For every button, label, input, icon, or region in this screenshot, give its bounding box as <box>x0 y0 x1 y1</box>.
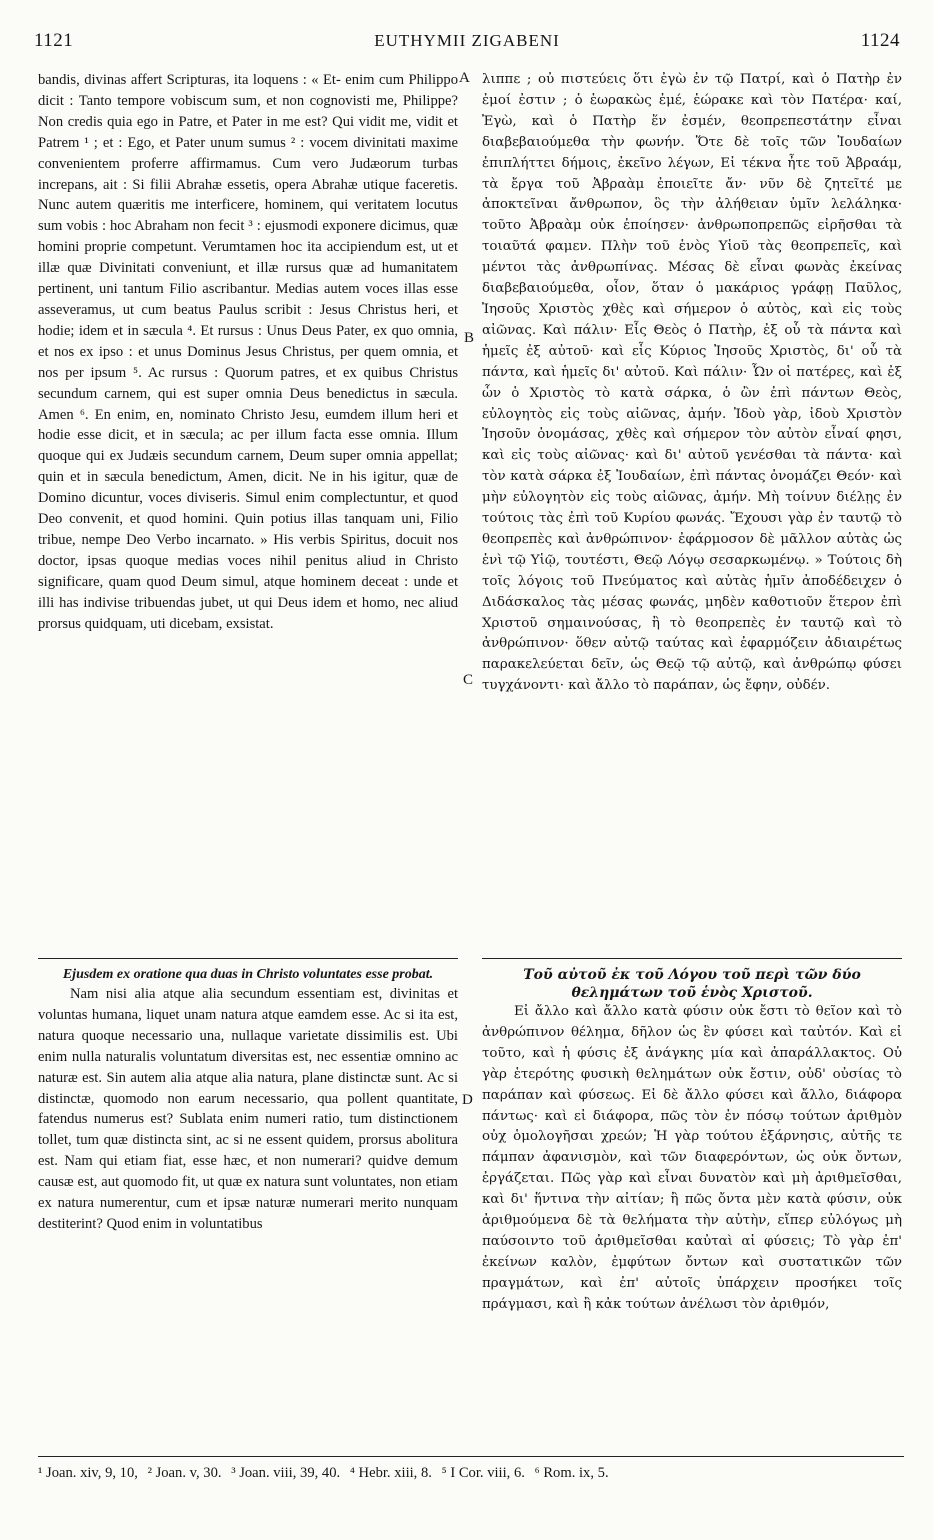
latin-column-bottom <box>38 966 458 1235</box>
margin-letter-b: B <box>464 330 475 346</box>
greek-column-bottom <box>482 966 902 1316</box>
footnote-4: ⁴ Hebr. xiii, 8. <box>349 1465 432 1481</box>
page-header <box>34 30 900 58</box>
footnote-1: ¹ Joan. xiv, 9, 10, <box>38 1465 138 1481</box>
running-title: EUTHYMII ZIGABENI <box>374 31 560 50</box>
greek-paragraph-bottom: Εἰ ἄλλο καὶ ἄλλο κατὰ φύσιν οὐκ ἔστι τὸ θεῖον καὶ τὸ ἀνθρώπινον θέλημα, δῆλον ὡς ἓν φύσει καὶ ταὐτόν. Καὶ εἰ τοῦτο, καὶ ἡ φύσις ἐξ ἀνάγκης μία καὶ ἀπαράλλακτος. Οὐ γὰρ ἑτερότης φυσικὴ θελημάτων οὐκ ἔστιν, οὐδ' οὐσίας τὸ παράπαν καὶ φύσεως. Εἰ δὲ ἄλλο φύσει καὶ ἄλλο, διάφορα πάντως· καὶ εἰ διάφορα, πῶς τὸν ἐν πόσῳ τούτων ἀριθμὸν οὐχ ὁμολογῆσαι χρεών; Ἡ γὰρ τούτου ἐξάρνησις, αὐτῆς τε πάμπαν ἀφανισμὸν, καὶ τῶν διαφερόντων, ὡς οὐκ ὄντων, ἐργάζεται. Πῶς γὰρ καὶ εἶναι δυνατὸν καὶ μὴ ἀριθμεῖσθαι, καὶ δι' ἥντινα τὴν αἰτίαν; ἢ πῶς ὄντα μὲν κατὰ φύσιν, οὐκ ἀριθμούμενα δὲ τὰ θελήματα τὴν αὐτὴν, εἴπερ εὐλόγως μὴ παύσοιντο τοῦ ἀριθμεῖσθαι καὐταὶ αἱ φύσεις; Τὸ γὰρ ἐπ' ἐκείνων καλὸν, ἐμφύτων ὄντων καὶ συστατικῶν τῶν πραγμάτων, καὶ ἐπ' αὐτοῖς ὑπάρχειν προσήκει τοῖς πράγμασι, καὶ ἢ κἀκ τούτων ἀνέλωσι τὸν ἀριθμόν, <box>482 1004 902 1312</box>
latin-section-heading: Ejusdem ex oratione qua duas in Christo voluntates esse probat. <box>62 967 434 982</box>
left-page-number: 1121 <box>34 30 74 51</box>
greek-paragraph-top: λιππε ; οὐ πιστεύεις ὅτι ἐγὼ ἐν τῷ Πατρί, καὶ ὁ Πατὴρ ἐν ἐμοί ἐστιν ; ὁ ἑωρακὼς ἐμέ, ἑώρακε καὶ τὸν Πατέρα· καί, Ἐγὼ, καὶ ὁ Πατὴρ ἕν ἐσμέν, θεοπρεπεστάτην εἶναι διαβεβαιούμεθα τὴν φωνήν. Ὅτε δὲ τοῖς τῶν Ἰουδαίων ἐπιπλήττει δήμοις, ἐκεῖνο λέγων, Εἰ τέκνα ἦτε τοῦ Ἀβραάμ, τὰ ἔργα τοῦ Ἀβραὰμ ἐποιεῖτε ἄν· νῦν δὲ ζητεῖτέ με ἀποκτεῖναι ἄνθρωπον, ὃς τὴν ἀλήθειαν ὑμῖν λελάληκα· τοῦτο Ἀβραὰμ οὐκ ἐποίησεν· ἀνθρωποπρεπῶς εἰρῆσθαι τὰ τοιαῦτά φαμεν. Πλὴν τοῦ ἑνὸς Υἱοῦ τὰς θεοπρεπεῖς, καὶ μέντοι τὰς ἀνθρωπίνας. Μέσας δὲ εἶναι φωνὰς ἐκείνας διαβεβαιούμεθα, οἷον, ὅταν ὁ μακάριος γράφῃ Παῦλος, Ἰησοῦς Χριστὸς χθὲς καὶ σήμερον ὁ αὐτὸς, καὶ εἰς τοὺς αἰῶνας. Καὶ πάλιν· Εἷς Θεὸς ὁ Πατὴρ, ἐξ οὗ τὰ πάντα καὶ ἡμεῖς ἐξ αὐτοῦ· καὶ εἷς Κύριος Ἰησοῦς Χριστὸς, δι' οὗ τὰ πάντα, καὶ ἡμεῖς δι' αὐτοῦ. Καὶ πάλιν· Ὧν οἱ πατέρες, καὶ ἐξ ὧν ὁ Χριστὸς τὸ κατὰ σάρκα, ὁ ὢν ἐπὶ πάντων Θεὸς, εὐλογητὸς εἰς τοὺς αἰῶνας, ἀμήν. Ἰδοὺ γὰρ, ἰδοὺ Χριστὸν Ἰησοῦν ὀνομάσας, χθὲς καὶ σήμερον τὸν αὐτὸν εἶναί φησι, καὶ εἰς τοὺς αἰῶνας· καὶ δι' αὐτοῦ γενέσθαι τὰ πάντα· καὶ τὸν κατὰ σάρκα ἐξ Ἰουδαίων, ἐπὶ πάντας ὀνομάζει Θεόν· καὶ μὴν εὐλογητὸν εἰς τοὺς αἰῶνας, ἀμήν. Μὴ τοίνυν διέλῃς ἐν τούτοις τὰς ἐπὶ τοῦ Κυρίου φωνάς. Ἔχουσι γὰρ ἐν ταυτῷ τὸ θεοπρεπὲς καὶ ἀνθρώπινον· ἐφάρμοσον δὲ μᾶλλον αὐτὰς ὡς ἑνὶ τῷ Υἱῷ, τουτέστι, Θεῷ Λόγῳ σεσαρκωμένῳ. » Τούτοις δὴ τοῖς λόγοις τοῦ Πνεύματος καὶ αὐτὰς ἡμῖν ἀποδέδειχεν ὁ Διδάσκαλος τὰς μέσας φωνάς, μηδὲν καθοτιοῦν ἕτερον ἐπὶ Χριστοῦ σημαινούσας, ἢ τὸ θεοπρεπὲς ἐν ταυτῷ καὶ τὸ ἀνθρώπινον· ὅθεν αὐτῷ ταύτας καὶ ἐφαρμόζειν ἀδιαιρέτως παρακελεύεται δεῖν, ὡς Θεῷ τῷ αὐτῷ, καὶ ἀνθρώπῳ φύσει τυγχάνοντι· καὶ ἄλλο τὸ παράπαν, ὡς ἔφην, οὐδέν. <box>482 72 902 694</box>
latin-column-top <box>38 70 458 634</box>
latin-section-rule <box>38 958 458 959</box>
margin-letter-c: C <box>463 672 474 688</box>
margin-letter-a: A <box>459 70 470 86</box>
right-page-number: 1124 <box>860 30 900 51</box>
greek-column-top <box>482 70 902 697</box>
greek-section-heading: Τοῦ αὐτοῦ ἐκ τοῦ Λόγου τοῦ περὶ τῶν δύο θελημάτων τοῦ ἑνὸς Χριστοῦ. <box>523 967 861 1001</box>
footnote-5: ⁵ I Cor. viii, 6. <box>441 1465 525 1481</box>
footnote-2: ² Joan. v, 30. <box>147 1465 222 1481</box>
latin-paragraph-top: bandis, divinas affert Scripturas, ita loquens : « Et- enim cum Philippo dicit : Tanto tempore vobiscum sum, et non cognovisti me, Philippe? Non credis quia ego in Patre, et Pater in me est? Qui vidit me, vidit et Patrem ¹ ; et : Ego, et Pater unum sumus ² : vocem divinitati maxime convenientem proferre affirmamus. Cum vero Judæorum turbas increpans, ait : Si filii Abrahæ essetis, opera Abrahæ utique faceretis. Nunc autem quæritis me interficere, hominem, qui veritatem locutus sum vobis : hoc Abraham non fecit ³ : ejusmodi exponere dicimus, quæ homini proprie competunt. Verumtamen hoc ita accipiendum est, ut et illæ quæ Divinitati conveniunt, et illæ rursus quæ ad humanitatem pertinent, uni tantum Filio ascribantur. Medias autem voces illas esse asseveramus, ut cum beatus Paulus scribit : Jesus Christus heri, et hodie; idem et in sæcula ⁴. Et rursus : Unus Deus Pater, ex quo omnia, et nos ex ipso : et unus Dominus Jesus Christus, per quem omnia, et nos per ipsum ⁵. Ac rursus : Quorum patres, et ex quibus Christus secundum carnem, qui est super omnia Deus benedictus in sæcula. Amen ⁶. En enim, en, nominato Christo Jesu, eumdem illum heri et hodie esse dicit, et in sæcula; ac per illum facta esse omnia. Illum quoque qui ex Judæis secundum carnem, Deum super omnia appellat; quin et in sæcula benedictum, Amen, dicit. Ne in his igitur, quæ de Domino dicuntur, voces diviseris. Simul enim complectuntur, et quod Deo convenit, et quod homini. Quin potius illas tanquam uni, Filio tribue, nempe Deo Verbo incarnato. » His verbis Spiritus, docuit nos doctor, ipsas quoque medias voces nihil penitus aliud in Christo significare, quam quod Deum simul, atque hominem deceat : unde et illi has indivise tribuendas jubet, ut qui Deus idem et homo, nec aliud prorsus quidquam, uti dicebam, exsistat. <box>38 72 458 632</box>
greek-section-rule <box>482 958 902 959</box>
latin-paragraph-bottom: Nam nisi alia atque alia secundum essentiam est, divinitas et voluntas humana, liquet unam natura atque eamdem esse. Ac si ita est, natura quoque necessario una, nullaque varietate dissimilis est. Ubi enim nulla naturalis voluntatum diversitas est, nec essentiæ omnino ac naturæ est. Sin autem alia atque alia natura, plane distinctæ sunt. Ac si distinctæ, quomodo non earum necessario, qua pollent quantitate, fatendus numerus est? Sublata enim numeri ratio, tum distinctionem tollet, tum quæ distincta sint, ac si ne essent quidem, prorsus abolitura est. Nam qui etiam fiat, esse hæc, et non numerari? quidve demum causæ est, aut quomodo fit, ut quæ ex natura sunt voluntates, non etiam ex natura numerentur, cum et ipsæ naturæ numerari merito nunquam destiterint? Quod enim in voluntatibus <box>38 986 458 1232</box>
margin-letter-d: D <box>462 1092 473 1108</box>
footnote-3: ³ Joan. viii, 39, 40. <box>231 1465 341 1481</box>
footnote-6: ⁶ Rom. ix, 5. <box>534 1465 609 1481</box>
footnote-rule <box>38 1456 904 1457</box>
footnotes <box>38 1463 904 1483</box>
